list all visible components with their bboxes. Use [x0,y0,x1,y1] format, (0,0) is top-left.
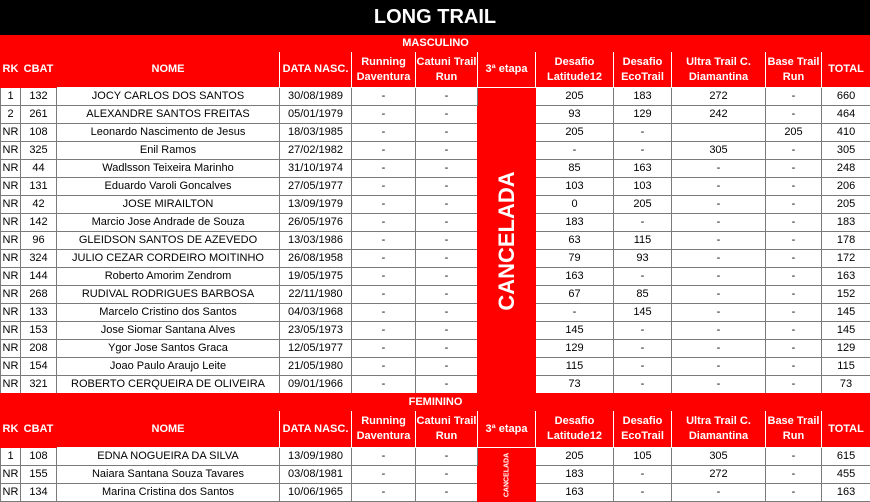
column-header-catuni: Catuni Trail Run [416,411,478,448]
cell-total: 152 [822,286,870,304]
cell-catuni: - [416,340,478,358]
cell-running: - [352,484,416,502]
cell-total: 178 [822,232,870,250]
cell-catuni: - [416,376,478,394]
cell-latitude: 205 [536,124,614,142]
cell-total: 615 [822,448,870,466]
sheet-title: LONG TRAIL [0,0,870,35]
table-row [1,196,870,214]
cell-latitude: 103 [536,178,614,196]
cell-rk: NR [1,376,21,394]
cell-ecotrail: - [614,268,672,286]
cell-running: - [352,358,416,376]
column-header-ecotrail: Desafio EcoTrail [614,411,672,448]
cell-nome: Marina Cristina dos Santos [57,484,280,502]
cell-diamantina: 272 [672,466,766,484]
cell-base: 205 [766,124,822,142]
cell-latitude: 145 [536,322,614,340]
cell-rk: NR [1,178,21,196]
cell-cbat: 208 [21,340,57,358]
cell-nome: Jose Siomar Santana Alves [57,322,280,340]
cell-catuni: - [416,232,478,250]
cancelada-label: CANCELADA [503,452,510,497]
cell-cbat: 133 [21,304,57,322]
cell-total: 163 [822,268,870,286]
cell-diamantina: - [672,160,766,178]
cell-catuni: - [416,466,478,484]
cell-nome: JULIO CEZAR CORDEIRO MOITINHO [57,250,280,268]
cell-total: 410 [822,124,870,142]
cell-base: - [766,268,822,286]
cell-rk: 2 [1,106,21,124]
cell-latitude: 205 [536,88,614,106]
cell-cbat: 44 [21,160,57,178]
cell-data: 13/09/1980 [280,448,352,466]
cell-cbat: 261 [21,106,57,124]
cell-running: - [352,376,416,394]
table-row [1,160,870,178]
cell-data: 09/01/1966 [280,376,352,394]
cell-rk: NR [1,484,21,502]
cell-running: - [352,160,416,178]
cell-catuni: - [416,178,478,196]
cancelada-label: CANCELADA [493,170,519,311]
cell-latitude: 79 [536,250,614,268]
cell-rk: NR [1,286,21,304]
cell-base: - [766,322,822,340]
cell-base: - [766,232,822,250]
cell-total: 145 [822,304,870,322]
cell-nome: Marcio Jose Andrade de Souza [57,214,280,232]
cell-cbat: 42 [21,196,57,214]
cell-diamantina: - [672,322,766,340]
cell-latitude: - [536,142,614,160]
cell-data: 30/08/1989 [280,88,352,106]
cell-ecotrail: - [614,466,672,484]
cell-ecotrail: 129 [614,106,672,124]
cell-diamantina: - [672,232,766,250]
cell-catuni: - [416,250,478,268]
table-row [1,214,870,232]
cell-catuni: - [416,196,478,214]
column-header-total: TOTAL [822,52,870,88]
cell-running: - [352,340,416,358]
cell-rk: NR [1,124,21,142]
cell-cbat: 96 [21,232,57,250]
cell-catuni: - [416,124,478,142]
column-header-etapa3: 3ª etapa [478,52,536,88]
cell-data: 27/02/1982 [280,142,352,160]
cell-total: 183 [822,214,870,232]
column-header-diamantina: Ultra Trail C. Diamantina [672,52,766,88]
cell-latitude: 73 [536,376,614,394]
cell-data: 04/03/1968 [280,304,352,322]
cell-diamantina: - [672,250,766,268]
cell-data: 23/05/1973 [280,322,352,340]
cell-total: 163 [822,484,870,502]
cell-latitude: 93 [536,106,614,124]
cell-total: 248 [822,160,870,178]
cell-base: - [766,358,822,376]
column-header-ecotrail: Desafio EcoTrail [614,52,672,88]
cell-ecotrail: - [614,322,672,340]
cell-diamantina: 305 [672,448,766,466]
cell-nome: Eduardo Varoli Goncalves [57,178,280,196]
cell-diamantina: - [672,376,766,394]
cell-running: - [352,286,416,304]
cell-base: - [766,340,822,358]
cell-rk: NR [1,340,21,358]
cell-data: 22/11/1980 [280,286,352,304]
cell-data: 19/05/1975 [280,268,352,286]
cell-total: 464 [822,106,870,124]
cell-diamantina: - [672,358,766,376]
cell-latitude: 163 [536,484,614,502]
feminino-section-label: FEMININO [1,394,870,411]
cell-rk: NR [1,142,21,160]
cell-rk: 1 [1,88,21,106]
cell-cbat: 155 [21,466,57,484]
cell-rk: NR [1,214,21,232]
cell-data: 26/05/1976 [280,214,352,232]
cell-cbat: 142 [21,214,57,232]
cell-ecotrail: - [614,358,672,376]
column-header-data-nasc: DATA NASC. [280,411,352,448]
cell-catuni: - [416,214,478,232]
cell-nome: Leonardo Nascimento de Jesus [57,124,280,142]
column-header-rk: RK [1,52,21,88]
cell-data: 21/05/1980 [280,358,352,376]
cell-rk: NR [1,268,21,286]
cell-base: - [766,106,822,124]
cell-data: 10/06/1965 [280,484,352,502]
table-row [1,304,870,322]
cell-diamantina: - [672,304,766,322]
cell-diamantina: - [672,268,766,286]
cell-ecotrail: 183 [614,88,672,106]
cell-base: - [766,196,822,214]
cell-nome: Ygor Jose Santos Graca [57,340,280,358]
cell-latitude: 129 [536,340,614,358]
cell-cbat: 131 [21,178,57,196]
cell-latitude: - [536,304,614,322]
cell-base: - [766,466,822,484]
table-row [1,88,870,106]
cell-cbat: 154 [21,358,57,376]
cell-data: 18/03/1985 [280,124,352,142]
cell-catuni: - [416,268,478,286]
cell-catuni: - [416,484,478,502]
column-header-rk: RK [1,411,21,448]
column-header-diamantina: Ultra Trail C. Diamantina [672,411,766,448]
column-header-total: TOTAL [822,411,870,448]
column-header-nome: NOME [57,411,280,448]
cell-nome: EDNA NOGUEIRA DA SILVA [57,448,280,466]
cell-total: 305 [822,142,870,160]
cell-cbat: 134 [21,484,57,502]
cell-total: 206 [822,178,870,196]
cell-diamantina: 242 [672,106,766,124]
cell-rk: NR [1,322,21,340]
cell-running: - [352,268,416,286]
cell-base: - [766,160,822,178]
feminino-table [0,393,870,502]
table-row [1,358,870,376]
table-row [1,124,870,142]
cell-rk: NR [1,160,21,178]
cell-nome: JOCY CARLOS DOS SANTOS [57,88,280,106]
cell-ecotrail: 115 [614,232,672,250]
cancelada-banner [478,448,536,502]
cell-rk: NR [1,250,21,268]
cell-latitude: 183 [536,214,614,232]
cell-ecotrail: - [614,142,672,160]
cell-cbat: 108 [21,124,57,142]
table-row [1,322,870,340]
cell-total: 129 [822,340,870,358]
cell-base: - [766,484,822,502]
cell-rk: NR [1,232,21,250]
cell-nome: Joao Paulo Araujo Leite [57,358,280,376]
masculino-section-label: MASCULINO [1,36,870,52]
cell-diamantina: - [672,340,766,358]
cell-nome: GLEIDSON SANTOS DE AZEVEDO [57,232,280,250]
cell-catuni: - [416,448,478,466]
cell-data: 31/10/1974 [280,160,352,178]
cell-catuni: - [416,142,478,160]
cell-ecotrail: - [614,214,672,232]
table-row [1,268,870,286]
cell-cbat: 144 [21,268,57,286]
cell-cbat: 268 [21,286,57,304]
cell-total: 205 [822,196,870,214]
cell-latitude: 205 [536,448,614,466]
cell-data: 13/03/1986 [280,232,352,250]
cell-catuni: - [416,160,478,178]
cell-running: - [352,466,416,484]
cell-total: 172 [822,250,870,268]
column-header-base: Base Trail Run [766,411,822,448]
cell-ecotrail: 163 [614,160,672,178]
cell-rk: 1 [1,448,21,466]
cell-total: 115 [822,358,870,376]
cell-running: - [352,232,416,250]
cell-base: - [766,376,822,394]
column-header-nome: NOME [57,52,280,88]
table-row [1,376,870,394]
cell-rk: NR [1,358,21,376]
cell-diamantina [672,124,766,142]
cell-ecotrail: - [614,124,672,142]
table-row [1,142,870,160]
cell-nome: Roberto Amorim Zendrom [57,268,280,286]
table-row [1,106,870,124]
cell-catuni: - [416,322,478,340]
cell-running: - [352,448,416,466]
cell-ecotrail: 145 [614,304,672,322]
cell-diamantina: - [672,178,766,196]
cell-base: - [766,214,822,232]
cell-ecotrail: - [614,484,672,502]
cell-nome: ROBERTO CERQUEIRA DE OLIVEIRA [57,376,280,394]
cell-ecotrail: - [614,376,672,394]
cell-ecotrail: 105 [614,448,672,466]
cell-latitude: 0 [536,196,614,214]
cell-latitude: 67 [536,286,614,304]
column-header-running: Running Daventura [352,52,416,88]
cell-total: 73 [822,376,870,394]
cell-diamantina: 305 [672,142,766,160]
cell-catuni: - [416,106,478,124]
cell-total: 455 [822,466,870,484]
table-row [1,484,870,502]
cell-nome: JOSE MIRAILTON [57,196,280,214]
cell-rk: NR [1,196,21,214]
cell-data: 12/05/1977 [280,340,352,358]
cell-cbat: 153 [21,322,57,340]
cell-running: - [352,322,416,340]
cell-total: 660 [822,88,870,106]
column-header-etapa3: 3ª etapa [478,411,536,448]
cell-data: 03/08/1981 [280,466,352,484]
cell-ecotrail: 85 [614,286,672,304]
column-header-latitude: Desafio Latitude12 [536,411,614,448]
cell-catuni: - [416,304,478,322]
table-row [1,250,870,268]
masculino-section-row [1,36,870,52]
cell-ecotrail: 103 [614,178,672,196]
cell-catuni: - [416,358,478,376]
cell-catuni: - [416,88,478,106]
cell-ecotrail: 93 [614,250,672,268]
cell-diamantina: - [672,484,766,502]
cell-nome: Enil Ramos [57,142,280,160]
cell-latitude: 85 [536,160,614,178]
cell-running: - [352,196,416,214]
cell-nome: ALEXANDRE SANTOS FREITAS [57,106,280,124]
column-header-cbat: CBAT [21,52,57,88]
cell-base: - [766,142,822,160]
feminino-section-row [1,394,870,411]
cell-base: - [766,286,822,304]
cell-cbat: 325 [21,142,57,160]
cell-base: - [766,88,822,106]
cell-running: - [352,106,416,124]
cell-nome: Marcelo Cristino dos Santos [57,304,280,322]
cell-cbat: 324 [21,250,57,268]
cell-running: - [352,88,416,106]
cell-base: - [766,250,822,268]
cell-running: - [352,124,416,142]
table-row [1,448,870,466]
cell-base: - [766,304,822,322]
table-row [1,178,870,196]
column-header-catuni: Catuni Trail Run [416,52,478,88]
cell-data: 13/09/1979 [280,196,352,214]
table-row [1,286,870,304]
cell-nome: RUDIVAL RODRIGUES BARBOSA [57,286,280,304]
cancelada-banner [478,88,536,394]
cell-cbat: 132 [21,88,57,106]
column-header-running: Running Daventura [352,411,416,448]
cell-cbat: 108 [21,448,57,466]
column-header-latitude: Desafio Latitude12 [536,52,614,88]
column-header-base: Base Trail Run [766,52,822,88]
cell-diamantina: - [672,196,766,214]
cell-base: - [766,178,822,196]
masculino-table [0,35,870,394]
cell-catuni: - [416,286,478,304]
cell-running: - [352,214,416,232]
table-row [1,232,870,250]
column-header-cbat: CBAT [21,411,57,448]
cell-running: - [352,178,416,196]
cell-diamantina: - [672,286,766,304]
masculino-header-row [1,52,870,88]
cell-rk: NR [1,466,21,484]
cell-running: - [352,250,416,268]
cell-latitude: 115 [536,358,614,376]
cell-cbat: 321 [21,376,57,394]
column-header-data-nasc: DATA NASC. [280,52,352,88]
cell-data: 26/08/1958 [280,250,352,268]
cell-latitude: 163 [536,268,614,286]
cell-data: 05/01/1979 [280,106,352,124]
cell-nome: Wadlsson Teixeira Marinho [57,160,280,178]
cell-latitude: 63 [536,232,614,250]
cell-diamantina: 272 [672,88,766,106]
cell-latitude: 183 [536,466,614,484]
cell-diamantina: - [672,214,766,232]
cell-nome: Naiara Santana Souza Tavares [57,466,280,484]
cell-running: - [352,304,416,322]
cell-rk: NR [1,304,21,322]
cell-data: 27/05/1977 [280,178,352,196]
cell-total: 145 [822,322,870,340]
table-row [1,466,870,484]
cell-ecotrail: - [614,340,672,358]
cell-running: - [352,142,416,160]
feminino-header-row [1,411,870,448]
cell-ecotrail: 205 [614,196,672,214]
table-row [1,340,870,358]
cell-base: - [766,448,822,466]
